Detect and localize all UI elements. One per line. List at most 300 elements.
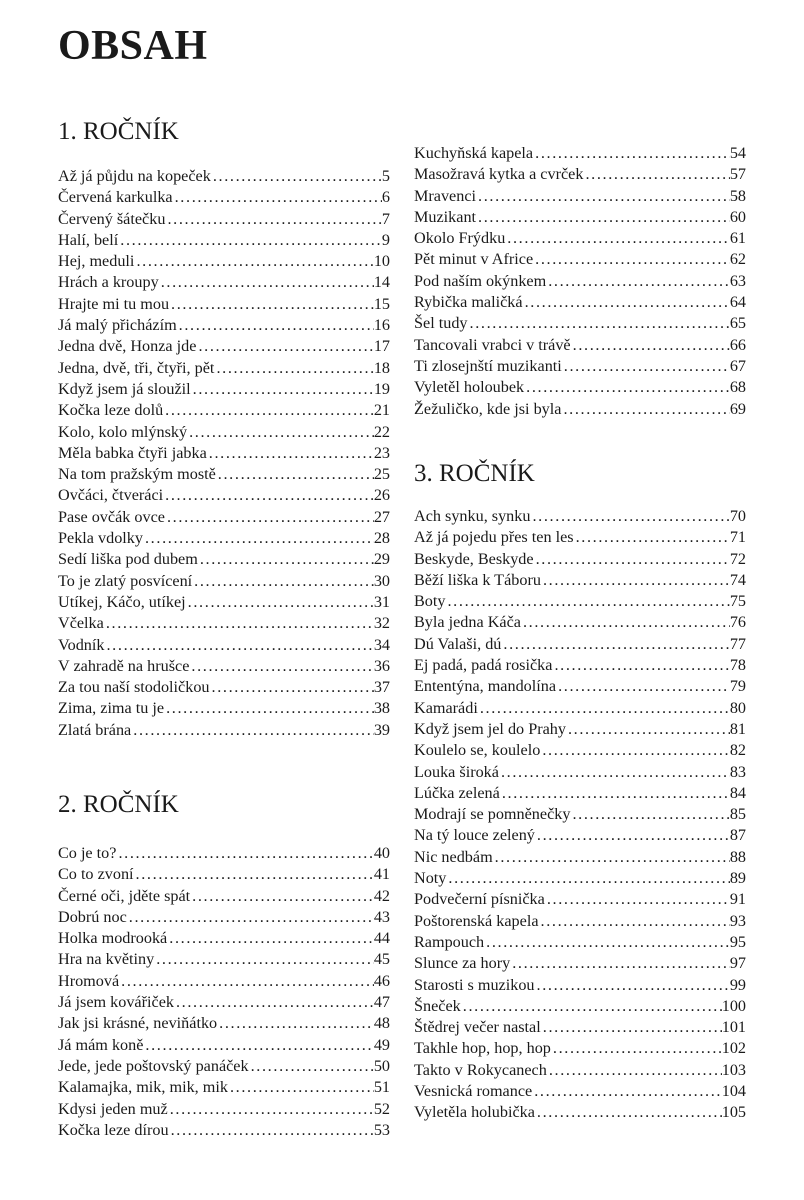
toc-column-left [58,114,390,741]
dot-leader [163,485,374,506]
toc-entry [58,1099,390,1120]
toc-entry-title: Holka modrooká [58,929,168,948]
dot-leader [541,570,730,591]
toc-entry-page: 52 [373,1099,390,1118]
toc-entry-title: Já jsem kovářiček [58,993,174,1012]
toc-entry-title: Byla jedna Káča [414,613,521,632]
toc-entry [414,676,746,697]
toc-entry-page: 47 [373,993,390,1012]
toc-entry-title: Ach synku, synku [414,507,531,525]
toc-entry [58,464,390,485]
dot-leader [198,549,374,570]
dot-leader [169,1120,374,1141]
toc-entry-title: Takto v Rokycanech [414,1060,547,1079]
dot-leader [505,228,730,249]
dot-leader [119,971,374,992]
toc-entry-title: Kamarádi [414,698,478,717]
toc-entry [414,953,746,974]
toc-entry [58,315,390,336]
toc-entry-title: Červená karkulka [58,188,173,207]
toc-entry-page: 87 [729,826,746,845]
dot-leader [143,1035,373,1056]
dot-leader [154,949,374,970]
toc-entry-title: Ej padá, padá rosička [414,656,553,675]
toc-entry-page: 91 [729,890,746,909]
dot-leader [476,186,730,207]
toc-entry [58,485,390,506]
dot-leader [165,507,374,528]
dot-leader [484,932,730,953]
toc-entry-page: 68 [729,378,746,397]
dot-leader [539,911,730,932]
toc-entry [58,1013,390,1034]
toc-entry-title: Modrají se pomněnečky [414,805,571,824]
dot-leader [168,1099,374,1120]
dot-leader [210,677,374,698]
toc-entry [58,422,390,443]
toc-entry-page: 16 [373,316,390,335]
toc-entry-page: 23 [373,443,390,462]
dot-leader [562,356,730,377]
toc-entry-page: 44 [373,929,390,948]
dot-leader [535,1102,722,1123]
toc-entry-title: Kočka leze dolů [58,401,164,420]
toc-entry-title: Jedna, dvě, tři, čtyři, pět [58,358,215,377]
toc-list-rocnik-1 [58,166,390,741]
toc-entry [58,635,390,656]
toc-entry [414,825,746,846]
toc-entry [58,251,390,272]
toc-entry-page: 82 [729,741,746,760]
toc-entry-page: 76 [729,613,746,632]
dot-leader [521,612,730,633]
toc-entry [414,228,746,249]
dot-leader [104,613,374,634]
toc-entry [58,971,390,992]
toc-entry-title: Lúčka zelená [414,783,500,802]
toc-entry-page: 25 [373,465,390,484]
dot-leader [476,207,730,228]
toc-entry-page: 54 [729,144,746,162]
toc-entry [414,996,746,1017]
toc-entry-title: Muzikant [414,207,477,226]
toc-entry-title: Masožravá kytka a cvrček [414,165,584,184]
dot-leader [214,358,373,379]
toc-entry [58,886,390,907]
toc-entry [58,400,390,421]
toc-entry-page: 80 [729,698,746,717]
toc-entry-page: 45 [373,950,390,969]
toc-entry-page: 70 [729,507,746,525]
toc-entry [58,992,390,1013]
toc-entry-page: 40 [373,844,390,862]
dot-leader [533,143,730,164]
section-heading-rocnik-2: 2. ROČNÍK [58,791,179,818]
toc-entry [414,698,746,719]
toc-entry-title: Hra na květiny [58,950,155,969]
toc-entry-page: 74 [729,570,746,589]
toc-entry-page: 85 [729,805,746,824]
section-heading-rocnik-3: 3. ROČNÍK [414,460,535,487]
toc-entry [414,847,746,868]
toc-entry [414,634,746,655]
dot-leader [530,506,729,527]
toc-entry [414,1038,746,1059]
toc-entry [414,506,746,527]
toc-entry [414,249,746,270]
toc-entry-page: 88 [729,847,746,866]
toc-entry [414,591,746,612]
dot-leader [118,230,382,251]
toc-entry-title: Včelka [58,614,104,633]
toc-entry [414,399,746,420]
dot-leader [134,864,374,885]
toc-entry-page: 78 [729,656,746,675]
toc-entry [414,868,746,889]
toc-entry [414,612,746,633]
toc-entry-title: Vyletěl holoubek [414,378,525,397]
toc-entry-title: Koulelo se, koulelo [414,741,541,760]
dot-leader [249,1056,374,1077]
toc-entry-title: Kdysi jeden muž [58,1099,168,1118]
dot-leader [196,336,373,357]
toc-entry [414,889,746,910]
dot-leader [104,635,373,656]
dot-leader [535,825,730,846]
toc-entry-title: Co je to? [58,844,117,862]
toc-entry [414,292,746,313]
toc-entry-title: Já malý přicházím [58,316,177,335]
toc-entry-title: Kalamajka, mik, mik, mik [58,1078,228,1097]
toc-entry-title: Co to zvoní [58,865,134,884]
dot-leader [547,1060,722,1081]
toc-entry [414,527,746,548]
toc-entry-page: 97 [729,954,746,973]
toc-entry-title: Vesnická romance [414,1082,533,1101]
toc-entry-page: 60 [729,207,746,226]
dot-leader [163,400,374,421]
toc-entry-title: Starosti s muzikou [414,975,535,994]
toc-entry-page: 46 [373,971,390,990]
toc-entry-page: 63 [729,271,746,290]
toc-entry-page: 37 [373,678,390,697]
toc-entry-title: Štědrej večer nastal [414,1018,541,1037]
toc-entry-page: 32 [373,614,390,633]
dot-leader [177,315,374,336]
toc-entry-title: Jede, jede poštovský panáček [58,1056,249,1075]
toc-entry-page: 93 [729,911,746,930]
dot-leader [164,698,374,719]
dot-leader [131,720,374,741]
toc-entry-title: Noty [414,869,447,888]
dot-leader [574,527,730,548]
toc-entry-page: 65 [729,314,746,333]
toc-entry [414,570,746,591]
toc-entry-page: 66 [729,335,746,354]
toc-entry [58,358,390,379]
toc-entry-title: Zlatá brána [58,720,132,739]
toc-entry [414,911,746,932]
toc-entry-title: Okolo Frýdku [414,229,506,248]
toc-entry [414,377,746,398]
toc-entry [414,762,746,783]
dot-leader [510,953,730,974]
dot-leader [216,464,374,485]
toc-entry-page: 62 [729,250,746,269]
dot-leader [556,676,730,697]
toc-entry-page: 5 [381,167,390,185]
toc-list-rocnik-2-part-1 [58,843,390,1141]
toc-entry [58,230,390,251]
toc-entry-page: 104 [721,1082,746,1101]
toc-entry-title: Hrajte mi tu mou [58,294,170,313]
toc-entry-title: Jedna dvě, Honza jde [58,337,197,356]
toc-entry-title: Dobrú noc [58,907,127,926]
toc-entry [414,1017,746,1038]
toc-entry [414,740,746,761]
toc-entry [58,294,390,315]
toc-column-right-lower [414,456,746,1124]
toc-entry-title: Na tý louce zelený [414,826,535,845]
toc-entry-page: 61 [729,229,746,248]
toc-entry-page: 103 [721,1060,746,1079]
toc-entry [58,443,390,464]
toc-entry [414,186,746,207]
toc-entry-title: Pět minut v Africe [414,250,534,269]
toc-entry-title: Podvečerní písnička [414,890,545,909]
toc-entry-page: 6 [381,188,390,207]
toc-entry-title: Nic nedbám [414,847,493,866]
toc-entry-title: Až já půjdu na kopeček [58,167,211,185]
toc-entry-title: Rybička maličká [414,293,523,312]
toc-entry-page: 28 [373,529,390,548]
toc-entry-page: 72 [729,549,746,568]
dot-leader [228,1077,374,1098]
dot-leader [532,1081,722,1102]
toc-entry-page: 51 [373,1078,390,1097]
toc-entry-page: 41 [373,865,390,884]
toc-entry [58,613,390,634]
toc-entry [58,843,390,864]
toc-entry [58,1077,390,1098]
dot-leader [545,889,730,910]
toc-column-right [414,143,746,420]
toc-entry-page: 39 [373,720,390,739]
toc-entry-page: 48 [373,1014,390,1033]
toc-entry-title: Utíkej, Káčo, utíkej [58,592,186,611]
dot-leader [174,992,374,1013]
toc-entry-title: Ti zlosejnští muzikanti [414,356,562,375]
dot-leader [533,249,730,270]
toc-entry [58,720,390,741]
toc-entry-page: 14 [373,273,390,292]
toc-entry [58,864,390,885]
toc-entry-page: 9 [381,230,390,249]
dot-leader [167,928,374,949]
toc-entry-page: 101 [721,1018,746,1037]
toc-entry-title: Boty [414,592,446,611]
toc-entry [58,571,390,592]
toc-entry-page: 43 [373,907,390,926]
toc-entry [414,207,746,228]
toc-entry-title: Ententýna, mandolína [414,677,557,696]
dot-leader [207,443,374,464]
toc-entry [414,271,746,292]
toc-entry-page: 50 [373,1056,390,1075]
toc-column-left-lower [58,787,390,1141]
toc-entry-title: Beskyde, Beskyde [414,549,534,568]
dot-leader [566,719,730,740]
toc-entry [414,335,746,356]
toc-entry [58,379,390,400]
toc-entry-page: 38 [373,699,390,718]
toc-entry-title: Slunce za hory [414,954,511,973]
toc-entry-title: Běží liška k Táboru [414,570,541,589]
dot-leader [478,698,730,719]
toc-entry [58,187,390,208]
toc-entry-page: 30 [373,571,390,590]
toc-entry-title: Louka široká [414,762,499,781]
toc-entry [58,549,390,570]
toc-entry-page: 53 [373,1120,390,1139]
toc-entry-title: Kolo, kolo mlýnský [58,422,188,441]
dot-leader [190,886,374,907]
dot-leader [217,1013,374,1034]
toc-entry-title: Žežuličko, kde jsi byla [414,399,562,418]
toc-entry-title: Za tou naší stodoličkou [58,678,210,697]
toc-entry [58,507,390,528]
section-heading-rocnik-1: 1. ROČNÍK [58,118,179,145]
dot-leader [552,655,729,676]
toc-entry-page: 17 [373,337,390,356]
toc-entry-page: 58 [729,186,746,205]
toc-entry-page: 27 [373,507,390,526]
toc-entry-page: 7 [381,209,390,228]
toc-entry-page: 31 [373,592,390,611]
toc-entry [58,336,390,357]
dot-leader [445,591,729,612]
toc-entry-title: Mravenci [414,186,477,205]
toc-entry [58,272,390,293]
toc-entry-title: Hromová [58,971,120,990]
dot-leader [159,272,374,293]
toc-entry [58,656,390,677]
dot-leader [523,292,730,313]
dot-leader [461,996,722,1017]
toc-entry-title: Dú Valaši, dú [414,634,502,653]
toc-entry-page: 36 [373,656,390,675]
toc-entry [58,528,390,549]
dot-leader [524,377,730,398]
toc-entry-title: V zahradě na hrušce [58,656,190,675]
toc-entry [414,783,746,804]
toc-list-rocnik-3 [414,506,746,1124]
dot-leader [551,1038,722,1059]
toc-entry [58,592,390,613]
toc-entry [414,719,746,740]
toc-entry-page: 89 [729,869,746,888]
toc-entry-title: Rampouch [414,932,485,951]
toc-entry-page: 42 [373,886,390,905]
toc-entry [58,677,390,698]
toc-entry-page: 57 [729,165,746,184]
dot-leader [546,271,730,292]
toc-entry-page: 69 [729,399,746,418]
toc-list-rocnik-2-part-2 [414,143,746,420]
dot-leader [501,634,729,655]
dot-leader [446,868,729,889]
toc-entry-page: 102 [721,1039,746,1058]
toc-entry-page: 84 [729,783,746,802]
toc-entry [58,698,390,719]
toc-entry-title: Vyletěla holubička [414,1103,535,1122]
toc-entry-title: Až já pojedu přes ten les [414,528,574,547]
toc-entry [414,1081,746,1102]
dot-leader [500,783,730,804]
dot-leader [191,379,374,400]
toc-entry-page: 18 [373,358,390,377]
dot-leader [192,571,374,592]
dot-leader [187,422,374,443]
dot-leader [186,592,374,613]
toc-entry [58,907,390,928]
dot-leader [189,656,373,677]
toc-entry [414,1060,746,1081]
toc-entry-title: Šel tudy [414,314,468,333]
toc-entry-page: 81 [729,719,746,738]
toc-entry-title: Pod naším okýnkem [414,271,547,290]
toc-entry-page: 75 [729,592,746,611]
toc-entry-title: Sedí liška pod dubem [58,550,198,569]
toc-entry-title: Zima, zima tu je [58,699,165,718]
toc-entry-title: Tancovali vrabci v trávě [414,335,571,354]
dot-leader [169,294,374,315]
toc-entry-page: 21 [373,401,390,420]
dot-leader [116,843,373,864]
dot-leader [173,187,382,208]
toc-entry-page: 95 [729,932,746,951]
toc-entry-title: Jak jsi krásné, neviňátko [58,1014,218,1033]
toc-entry-page: 10 [373,252,390,271]
toc-entry-page: 79 [729,677,746,696]
toc-entry-page: 64 [729,293,746,312]
dot-leader [127,907,374,928]
toc-entry [414,932,746,953]
toc-entry-page: 99 [729,975,746,994]
toc-entry [414,804,746,825]
dot-leader [143,528,374,549]
toc-entry-title: Ovčáci, čtveráci [58,486,164,505]
dot-leader [535,975,730,996]
toc-entry-title: Když jsem já sloužil [58,379,191,398]
toc-entry [414,356,746,377]
toc-entry [58,166,390,187]
toc-entry-page: 83 [729,762,746,781]
toc-entry-title: Pekla vdolky [58,529,143,548]
toc-entry [58,1120,390,1141]
dot-leader [583,164,729,185]
dot-leader [540,740,729,761]
toc-entry-title: Pase ovčák ovce [58,507,165,526]
toc-entry-title: To je zlatý posvícení [58,571,193,590]
dot-leader [571,335,730,356]
toc-entry [58,928,390,949]
toc-entry-title: Kuchyňská kapela [414,144,534,162]
toc-entry-page: 22 [373,422,390,441]
dot-leader [211,166,382,187]
dot-leader [499,762,730,783]
toc-entry-title: Když jsem jel do Prahy [414,719,566,738]
